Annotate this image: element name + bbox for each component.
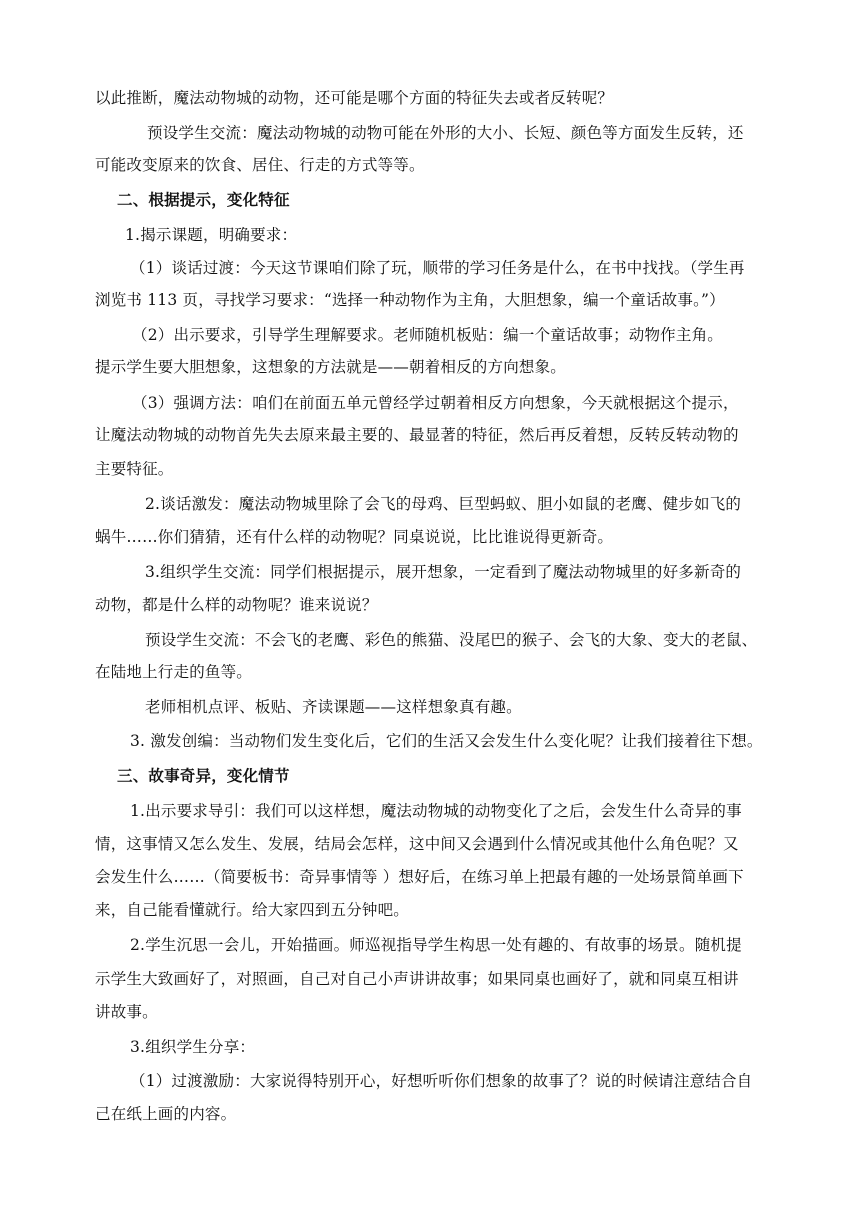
paragraph-line: 1.揭示课题，明确要求：: [125, 226, 298, 244]
paragraph-line: 预设学生交流：不会飞的老鹰、彩色的熊猫、没尾巴的猴子、会飞的大象、变大的老鼠、: [145, 631, 758, 649]
paragraph-line: 1.出示要求导引：我们可以这样想，魔法动物城的动物变化了之后，会发生什么奇异的事: [130, 802, 742, 820]
paragraph-line: 来，自己能看懂就行。给大家四到五分钟吧。: [95, 901, 410, 919]
paragraph-line: （2）出示要求，引导学生理解要求。老师随机板贴：编一个童话故事；动物作主角。: [132, 326, 723, 344]
paragraph-line: 可能改变原来的饮食、居住、行走的方式等等。: [95, 156, 425, 174]
paragraph-line: 动物，都是什么样的动物呢？谁来说说？: [95, 596, 378, 614]
paragraph-line: 老师相机点评、板贴、齐读课题——这样想象真有趣。: [145, 698, 522, 716]
section-heading: 三、故事奇异，变化情节: [117, 766, 290, 785]
paragraph-line: 在陆地上行走的鱼等。: [95, 663, 253, 681]
paragraph-line: 预设学生交流：魔法动物城的动物可能在外形的大小、长短、颜色等方面发生反转，还: [147, 124, 744, 142]
paragraph-line: 主要特征。: [95, 460, 174, 478]
paragraph-line: 提示学生要大胆想象，这想象的方法就是——朝着相反的方向想象。: [95, 358, 567, 376]
paragraph-line: 让魔法动物城的动物首先失去原来最主要的、最显著的特征，然后再反着想，反转反转动物的: [95, 426, 739, 444]
paragraph-line: 以此推断，魔法动物城的动物，还可能是哪个方面的特征失去或者反转呢？: [95, 89, 614, 107]
paragraph-line: （1）谈话过渡：今天这节课咱们除了玩，顺带的学习任务是什么，在书中找找。（学生再: [130, 259, 745, 277]
paragraph-line: 3.组织学生分享：: [130, 1038, 256, 1056]
section-heading: 二、根据提示，变化特征: [117, 190, 290, 209]
paragraph-line: 2.学生沉思一会儿，开始描画。师巡视指导学生构思一处有趣的、有故事的场景。随机提: [130, 936, 742, 954]
paragraph-line: 情，这事情又怎么发生、发展，结局会怎样，这中间又会遇到什么情况或其他什么角色呢？又: [95, 835, 739, 853]
paragraph-line: 2.谈话激发：魔法动物城里除了会飞的母鸡、巨型蚂蚁、胆小如鼠的老鹰、健步如飞的: [145, 495, 742, 513]
paragraph-line: 己在纸上画的内容。: [95, 1105, 237, 1123]
paragraph-line: 示学生大致画好了，对照画，自己对自己小声讲讲故事；如果同桌也画好了，就和同桌互相讲: [95, 970, 739, 988]
paragraph-line: 3. 激发创编：当动物们发生变化后，它们的生活又会发生什么变化呢？让我们接着往下想。: [130, 732, 763, 750]
paragraph-line: 讲故事。: [95, 1003, 158, 1021]
paragraph-line: 浏览书 113 页，寻找学习要求：“选择一种动物作为主角，大胆想象，编一个童话故事。”）: [95, 291, 725, 309]
paragraph-line: 会发生什么……（简要板书：奇异事情等 ）想好后，在练习单上把最有趣的一处场景简单画下: [95, 868, 744, 886]
paragraph-line: 3.组织学生交流：同学们根据提示，展开想象，一定看到了魔法动物城里的好多新奇的: [145, 563, 742, 581]
paragraph-line: （3）强调方法：咱们在前面五单元曾经学过朝着相反方向想象，今天就根据这个提示，: [132, 394, 739, 412]
paragraph-line: 蜗牛……你们猜猜，还有什么样的动物呢？同桌说说，比比谁说得更新奇。: [95, 528, 614, 546]
paragraph-line: （1）过渡激励：大家说得特别开心，好想听听你们想象的故事了？说的时候请注意结合自: [130, 1072, 753, 1090]
